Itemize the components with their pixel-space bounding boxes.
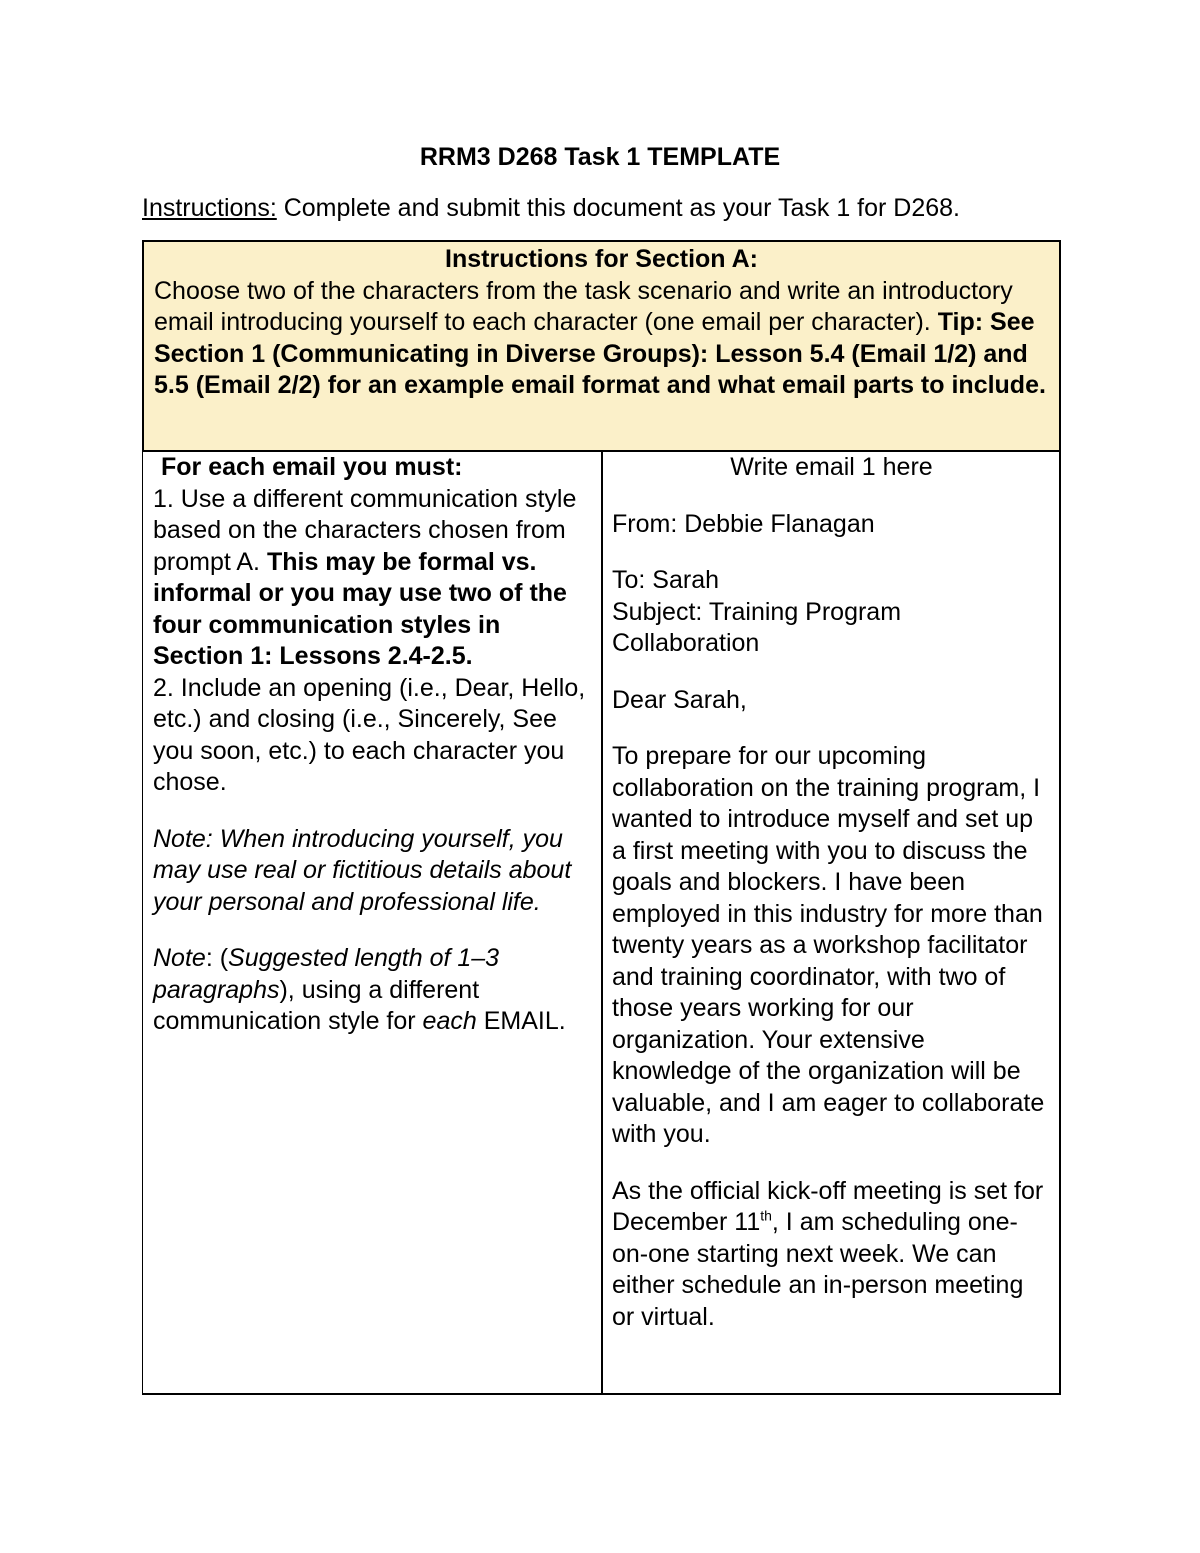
section-a-text: Choose two of the characters from the task scenario and write an introductory email introducing yourself to each character (one email per character). — [154, 276, 1013, 336]
requirements-cell — [142, 450, 603, 1395]
requirement-item-1-text: 1. Use a different communication style based on the characters chosen from prompt A. — [153, 484, 577, 576]
note-text-d: each — [422, 1007, 477, 1035]
section-a-body — [154, 276, 1049, 402]
requirement-item-1 — [153, 484, 593, 673]
document-title: RRM3 D268 Task 1 TEMPLATE — [419, 143, 781, 171]
note-label: Note — [153, 944, 206, 972]
email-subject: Subject: Training Program Collaboration — [612, 597, 902, 657]
email-paragraph-2 — [612, 1176, 1051, 1334]
note-suggested-length — [153, 943, 593, 1038]
email-to: To: Sarah — [612, 566, 720, 594]
email-greeting: Dear Sarah, — [612, 685, 747, 714]
email-1-cell — [601, 450, 1061, 1395]
requirement-item-2: 2. Include an opening (i.e., Dear, Hello, etc.) and closing (i.e., Sincerely, See you soon, etc.) to each character you chose. — [153, 673, 586, 796]
task-table — [142, 240, 1061, 1395]
ordinal-suffix: th — [760, 1207, 772, 1224]
note-text-c: ), using a different communication style for — [153, 975, 480, 1035]
instructions-line — [142, 192, 1102, 224]
section-a-tip: Tip: See Section 1 (Communicating in Diverse Groups): Lesson 5.4 (Email 1/2) and 5.5 (Email 2/2) for an example email format and what email parts to include. — [154, 308, 1046, 399]
email-from: From: Debbie Flanagan — [612, 509, 875, 538]
requirements-heading: For each email you must: — [161, 453, 463, 481]
note-text-a: : ( — [205, 944, 229, 972]
email-paragraph-2-b: , I am scheduling one-on-one starting next week. We can either schedule an in-person meeting or virtual. — [612, 1208, 1024, 1331]
section-a-instructions — [142, 240, 1061, 452]
note-text-e: EMAIL. — [476, 1007, 566, 1035]
requirement-item-1-emphasis: This may be formal vs. informal or you may use two of the four communication styles in Section 1: Lessons 2.4-2.5. — [153, 547, 567, 670]
email-paragraph-2-a: As the official kick-off meeting is set for December 11 — [612, 1176, 1044, 1236]
instructions-text: Complete and submit this document as your Task 1 for D268. — [276, 194, 960, 222]
instructions-label: Instructions: — [142, 194, 277, 222]
section-a-heading: Instructions for Section A: — [445, 245, 758, 273]
email-heading: Write email 1 here — [730, 453, 933, 481]
email-paragraph-1: To prepare for our upcoming collaboration on the training program, I wanted to introduce myself and set up a first meeting with you to discuss the goals and blockers. I have been employed in this industry for more than twenty years as a workshop facilitator and training coordinator, with two of those years working for our organization. Your extensive knowledge of the organization will be valuable, and I am eager to collaborate with you. — [612, 742, 1045, 1148]
note-personal-details: Note: When introducing yourself, you may use real or fictitious details about your personal and professional life. — [153, 824, 572, 916]
note-text-b: Suggested length of 1–3 paragraphs — [153, 944, 500, 1004]
